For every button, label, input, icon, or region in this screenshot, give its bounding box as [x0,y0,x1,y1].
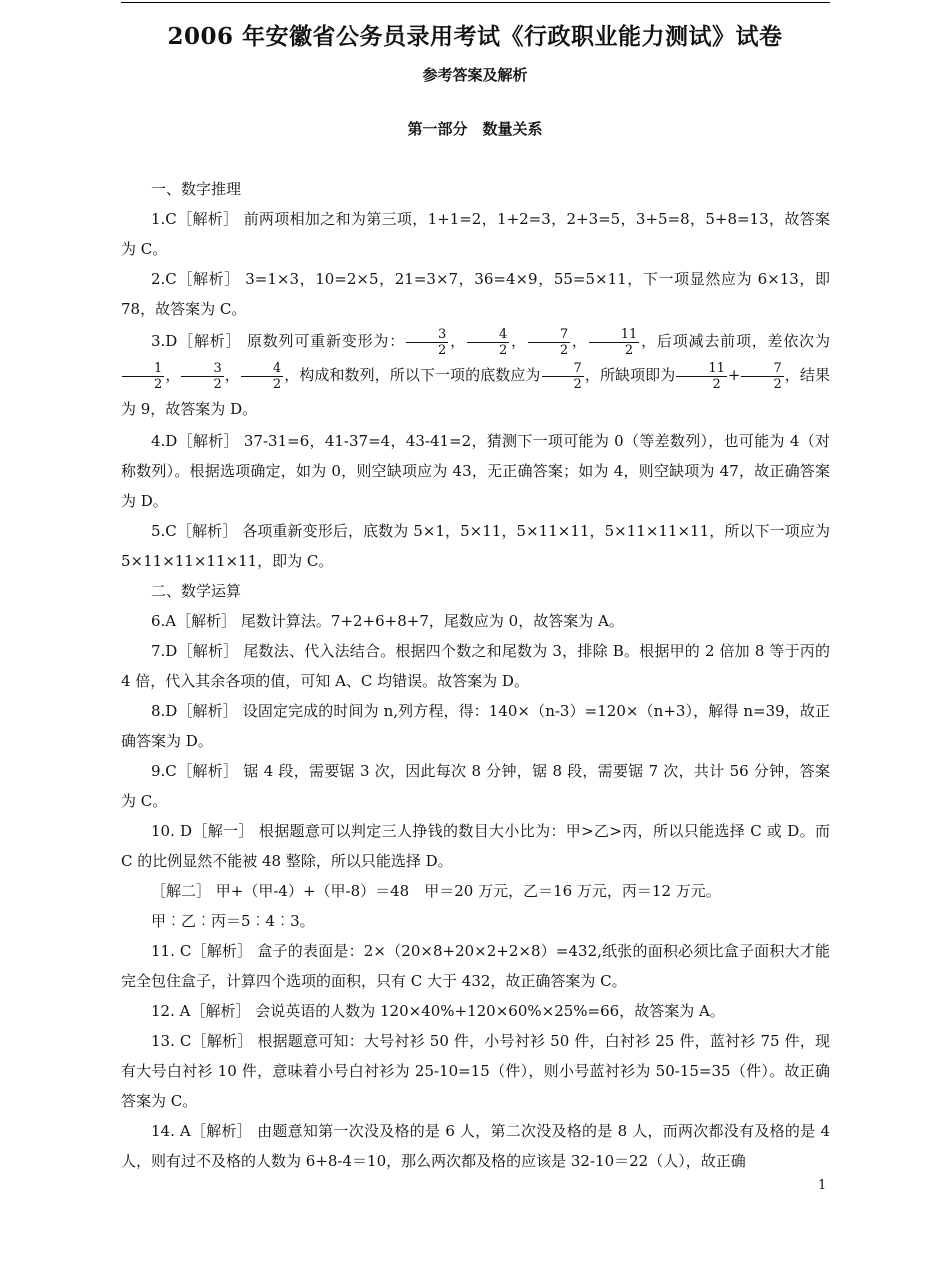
answer-11: 11. C［解析］ 盒子的表面是：2×（20×8+20×2+2×8）=432,纸张的面积必须比盒子面积大才能完全包住盒子，计算四个选项的面积，只有 C 大于 432，故正确答案为 C。 [121,942,830,990]
fraction: $\frac{11}{2}$ [676,361,727,392]
answer-10: 10. D［解一］ 根据题意可以判定三人挣钱的数目大小比为：甲>乙>丙，所以只能选择 C 或 D。而 C 的比例显然不能被 48 整除，所以只能选择 D。 [121,822,830,870]
answer-8: 8.D［解析］ 设固定完成的时间为 n,列方程，得：140×（n-3）=120×（n+3），解得 n=39，故正确答案为 D。 [121,702,830,750]
document-subtitle: 参考答案及解析 [422,66,528,84]
fraction: $\frac{11}{2}$ [589,327,640,358]
answer-9: 9.C［解析］ 锯 4 段，需要锯 3 次，因此每次 8 分钟，锯 8 段，需要锯 7 次，共计 56 分钟，答案为 C。 [121,762,830,810]
document-title: 2006 年安徽省公务员录用考试《行政职业能力测试》试卷 [167,23,783,50]
answer-12: 12. A［解析］ 会说英语的人数为 120×40%+120×60%×25%=66，故答案为 A。 [151,1002,725,1020]
answer-1: 1.C［解析］ 前两项相加之和为第三项，1+1=2，1+2=3，2+3=5，3+5=8，5+8=13，故答案为 C。 [121,210,830,258]
fraction: $\frac{7}{2}$ [528,327,570,358]
answer-4: 4.D［解析］ 37-31=6，41-37=4，43-41=2，猜测下一项可能为 0（等差数列），也可能为 4（对称数列）。根据选项确定，如为 0，则空缺项应为 43，无正确答案；如为 4，则空缺项为 47，故正确答案为 D。 [121,432,830,510]
answer-2: 2.C［解析］ 3=1×3，10=2×5，21=3×7，36=4×9，55=5×11，下一项显然应为 6×13，即 78，故答案为 C。 [121,270,830,318]
section-heading: 第一部分 数量关系 [407,120,543,138]
fraction: $\frac{3}{2}$ [406,327,448,358]
fraction: $\frac{7}{2}$ [741,361,783,392]
fraction: $\frac{3}{2}$ [181,361,223,392]
page-number: 1 [818,1178,827,1193]
answer-10-alt: ［解二］ 甲+（甲-4）+（甲-8）＝48 甲＝20 万元，乙＝16 万元，丙＝12 万元。 [151,882,721,900]
fraction: $\frac{4}{2}$ [467,327,509,358]
subsection-heading: 二、数学运算 [151,582,242,600]
subsection-heading: 一、数字推理 [151,180,242,198]
answer-6: 6.A［解析］ 尾数计算法。7+2+6+8+7，尾数应为 0，故答案为 A。 [151,612,624,630]
answer-5: 5.C［解析］ 各项重新变形后，底数为 5×1，5×11，5×11×11，5×11×11×11，所以下一项应为 5×11×11×11×11，即为 C。 [121,522,830,570]
fraction: $\frac{4}{2}$ [241,361,283,392]
top-rule [121,2,830,3]
fraction: $\frac{1}{2}$ [122,361,164,392]
fraction: $\frac{7}{2}$ [542,361,584,392]
answer-10-ratio: 甲︰乙︰丙＝5︰4︰3。 [151,912,315,930]
answer-7: 7.D［解析］ 尾数法、代入法结合。根据四个数之和尾数为 3，排除 B。根据甲的 2 倍加 8 等于丙的 4 倍，代入其余各项的值，可知 A、C 均错误。故答案为 D。 [121,642,830,690]
answer-body [121,174,830,1176]
answer-3: 3.D［解析］ 原数列可重新变形为： $\frac{3}{2}$ ， $\frac{4}{2}$ ， $\frac{7}{2}$ ， $\frac{11}{2}$ ，后项减去前项，差依次为 $\frac{1}{2}$ ， $\frac{3}{2}$ ， $\frac{4}{2}$ ，构成和数列，所以下一项的底数应为 $\frac{7}{2}$ ，所缺项即为 $\frac{11}{2}$ + $\frac{7}{2}$ ，结果为 9，故答案为 D。 [121,326,830,418]
answer-14: 14. A［解析］ 由题意知第一次没及格的是 6 人，第二次没及格的是 8 人，而两次都没有及格的是 4 人，则有过不及格的人数为 6+8-4＝10，那么两次都及格的应该是 32-10＝22（人），故正确 [121,1122,830,1170]
answer-13: 13. C［解析］ 根据题意可知：大号衬衫 50 件，小号衬衫 50 件，白衬衫 25 件，蓝衬衫 75 件，现有大号白衬衫 10 件，意味着小号白衬衫为 25-10=15（件），则小号蓝衬衫为 50-15=35（件）。故正确答案为 C。 [121,1032,830,1110]
